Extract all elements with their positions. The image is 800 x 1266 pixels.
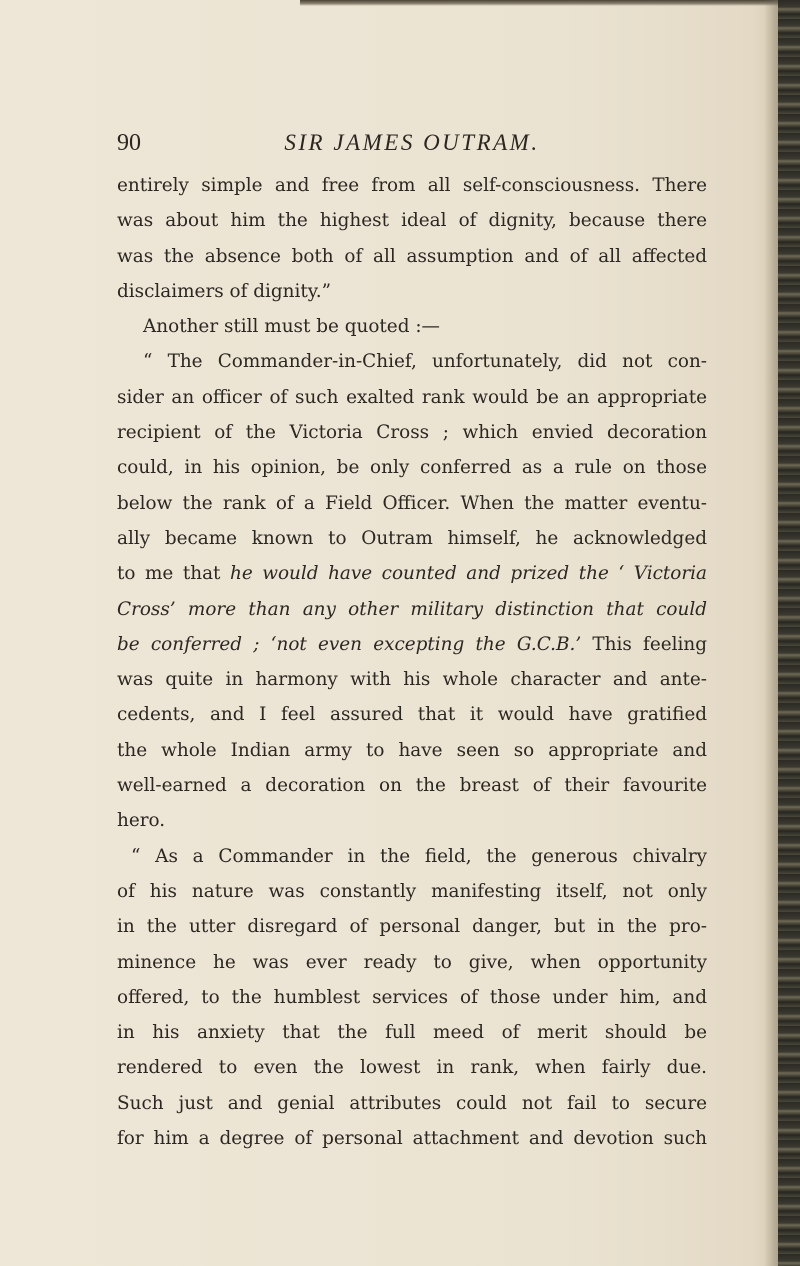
text-line: Such just and genial attributes could not fail to secure [117, 1092, 707, 1114]
text-line: cedents, and I feel assured that it would have gratified [117, 704, 707, 726]
text-line: was about him the highest ideal of dignity, because there [117, 210, 707, 232]
text-line [117, 556, 707, 591]
page-top-edge-shadow [300, 0, 800, 6]
text-line: minence he was ever ready to give, when opportunity [117, 951, 707, 973]
page-number: 90 [117, 130, 141, 156]
text-line: “ The Commander-in-Chief, unfortunately, did not con- [143, 351, 707, 373]
text-fragment: to me that [117, 563, 230, 585]
text-line: in the utter disregard of personal danger, but in the pro- [117, 916, 707, 938]
text-line: ally became known to Outram himself, he acknowledged [117, 527, 707, 549]
body-text [117, 168, 707, 1156]
text-line: Cross’ more than any other military distinction that could [117, 598, 707, 620]
italic-fragment: he would have counted and prized the ‘ Victoria [229, 563, 707, 585]
text-line: the whole Indian army to have seen so appropriate and [117, 739, 707, 761]
text-line: “ As a Commander in the field, the generous chivalry [131, 845, 707, 867]
text-line: disclaimers of dignity.” [117, 280, 331, 302]
text-line: Another still must be quoted :— [143, 316, 440, 338]
text-line: recipient of the Victoria Cross ; which envied decoration [117, 422, 707, 444]
text-line: was the absence both of all assumption and of all affected [117, 245, 707, 267]
text-line: was quite in harmony with his whole character and ante- [117, 669, 707, 691]
page-header [117, 130, 707, 166]
text-line: offered, to the humblest services of those under him, and [117, 986, 707, 1008]
text-line: for him a degree of personal attachment and devotion such [117, 1128, 707, 1150]
text-line: well-earned a decoration on the breast of their favourite [117, 775, 707, 797]
text-line: entirely simple and free from all self-consciousness. There [117, 175, 707, 196]
text-line: rendered to even the lowest in rank, when fairly due. [117, 1057, 707, 1079]
italic-fragment: be conferred ; ‘not even excepting the G.C.B.’ [117, 633, 582, 655]
text-line [117, 627, 707, 662]
text-line: sider an officer of such exalted rank would be an appropriate [117, 386, 707, 408]
running-head: SIR JAMES OUTRAM. [284, 130, 540, 155]
text-line: could, in his opinion, be only conferred as a rule on those [117, 457, 707, 479]
text-fragment: This feeling [581, 633, 708, 655]
text-line: in his anxiety that the full meed of merit should be [117, 1022, 707, 1044]
book-binding-edge [778, 0, 800, 1266]
page-gutter-shadow [764, 0, 778, 1266]
text-line: below the rank of a Field Officer. When the matter eventu- [117, 492, 707, 514]
text-line: hero. [117, 810, 166, 832]
text-line: of his nature was constantly manifesting itself, not only [117, 880, 707, 902]
